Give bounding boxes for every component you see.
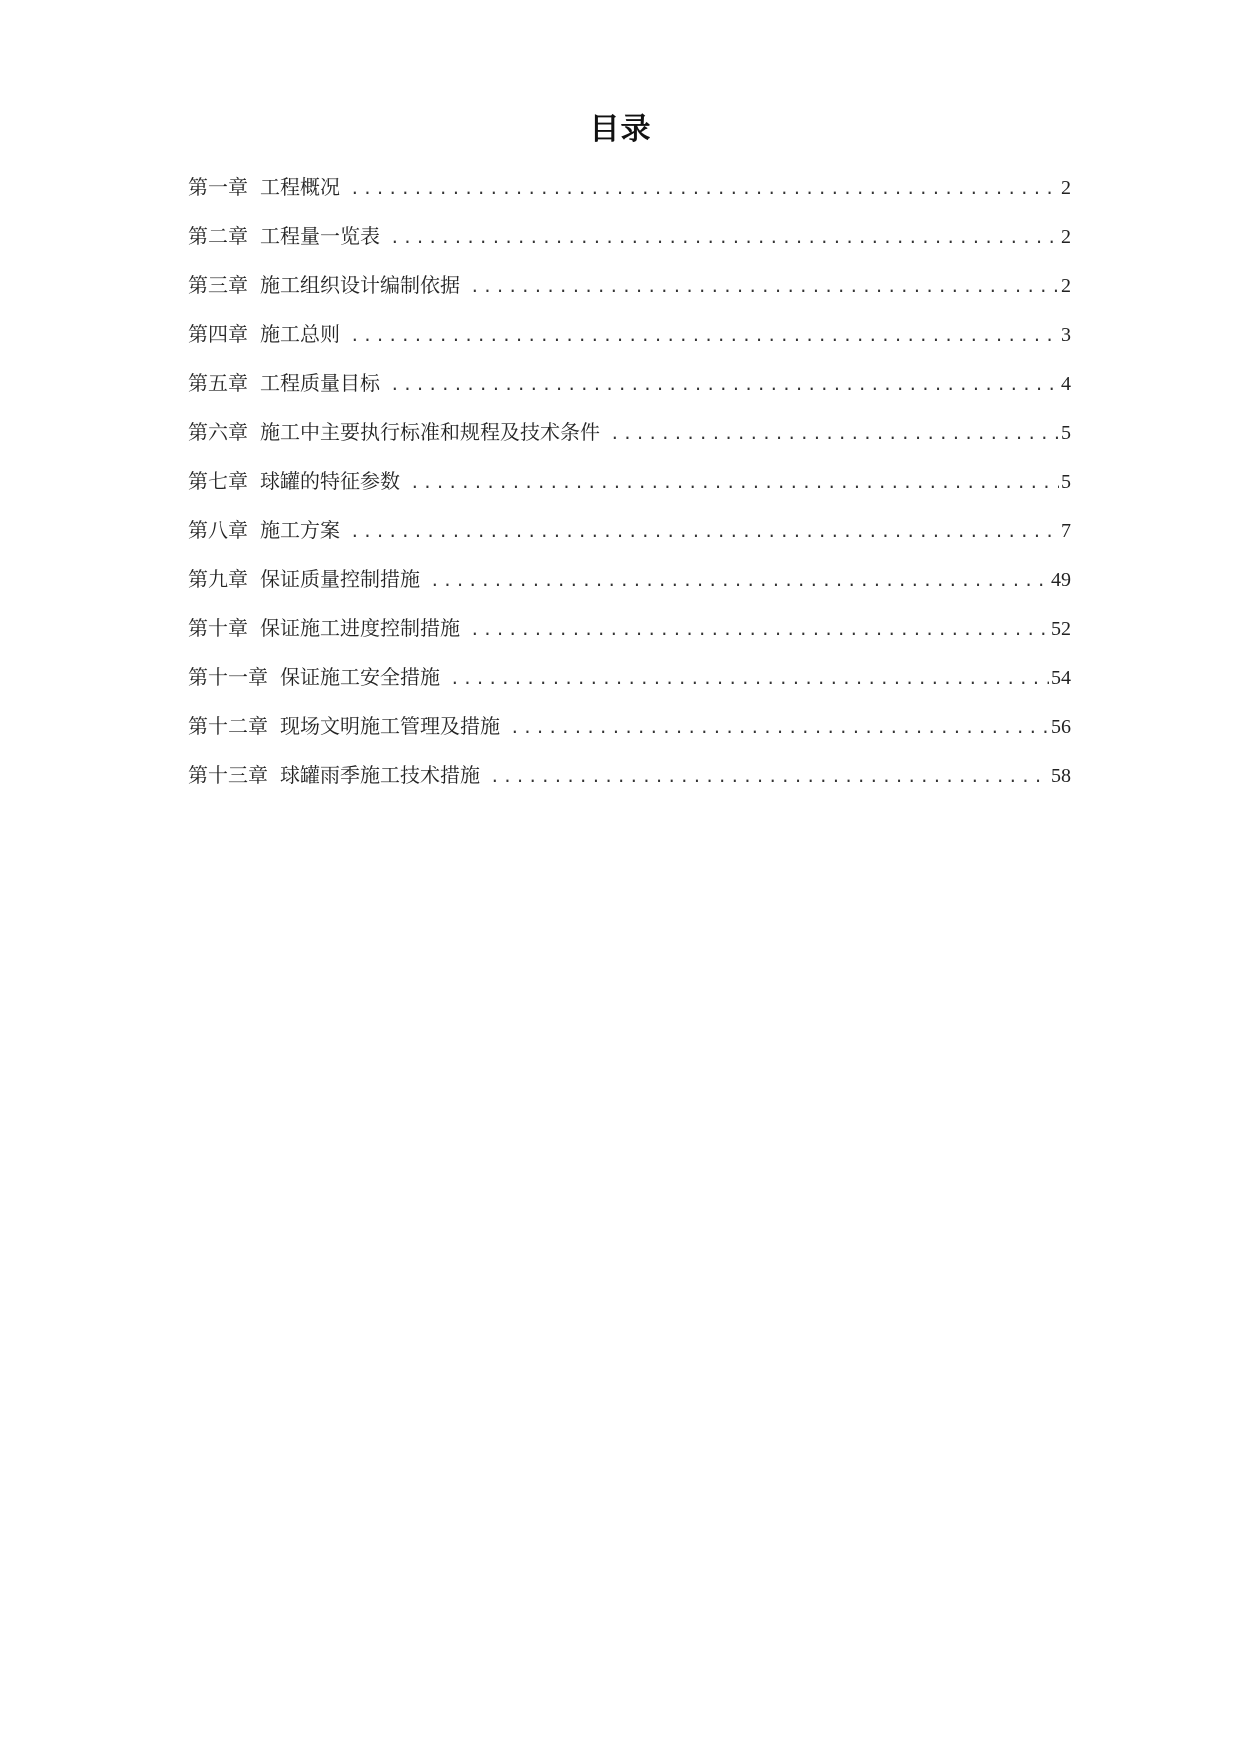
toc-entry[interactable] [188, 410, 1071, 459]
toc-chapter-heading: 施工组织设计编制依据 [260, 273, 460, 297]
toc-entry[interactable] [188, 459, 1071, 508]
toc-entry-label [188, 312, 340, 356]
toc-chapter-number: 第一章 [188, 175, 248, 199]
toc-page-number: 56 [1051, 716, 1071, 738]
toc-chapter-heading: 工程概况 [260, 175, 340, 199]
toc-entry-label [188, 606, 460, 650]
toc-page-number: 7 [1061, 520, 1071, 542]
toc-chapter-heading: 现场文明施工管理及措施 [280, 714, 500, 738]
toc-chapter-number: 第四章 [188, 322, 248, 346]
toc-chapter-heading: 工程质量目标 [260, 371, 380, 395]
toc-entry-label [188, 753, 480, 797]
toc-entry[interactable] [188, 655, 1071, 704]
toc-dot-leader [430, 559, 1049, 603]
toc-entry[interactable] [188, 557, 1071, 606]
toc-chapter-number: 第二章 [188, 224, 248, 248]
toc-page-number: 54 [1051, 667, 1071, 689]
toc-chapter-number: 第三章 [188, 273, 248, 297]
toc-chapter-heading: 工程量一览表 [260, 224, 380, 248]
toc-dot-leader [350, 314, 1059, 358]
toc-chapter-heading: 球罐的特征参数 [260, 469, 400, 493]
toc-entry[interactable] [188, 361, 1071, 410]
toc-entry-label [188, 459, 400, 503]
toc-chapter-heading: 保证施工安全措施 [280, 665, 440, 689]
toc-page-number: 2 [1061, 226, 1071, 248]
toc-chapter-number: 第十章 [188, 616, 248, 640]
toc-entry[interactable] [188, 312, 1071, 361]
toc-dot-leader [410, 461, 1059, 505]
toc-entry-label [188, 655, 440, 699]
toc-list [188, 165, 1071, 802]
toc-entry-label [188, 165, 340, 209]
toc-dot-leader [610, 412, 1059, 456]
toc-page-number: 5 [1061, 422, 1071, 444]
toc-chapter-heading: 施工中主要执行标准和规程及技术条件 [260, 420, 600, 444]
toc-dot-leader [350, 510, 1059, 554]
toc-entry[interactable] [188, 263, 1071, 312]
toc-entry-label [188, 704, 500, 748]
toc-entry[interactable] [188, 165, 1071, 214]
toc-chapter-number: 第九章 [188, 567, 248, 591]
toc-dot-leader [470, 608, 1049, 652]
toc-page-number: 52 [1051, 618, 1071, 640]
toc-entry-label [188, 410, 600, 454]
toc-page-number: 49 [1051, 569, 1071, 591]
toc-chapter-number: 第七章 [188, 469, 248, 493]
toc-page-number: 2 [1061, 177, 1071, 199]
toc-dot-leader [510, 706, 1049, 750]
toc-entry-label [188, 263, 460, 307]
toc-dot-leader [390, 363, 1059, 407]
toc-entry[interactable] [188, 508, 1071, 557]
toc-chapter-number: 第五章 [188, 371, 248, 395]
toc-chapter-number: 第十二章 [188, 714, 268, 738]
toc-dot-leader [490, 755, 1049, 799]
toc-chapter-number: 第十三章 [188, 763, 268, 787]
toc-page-number: 4 [1061, 373, 1071, 395]
toc-page-number: 2 [1061, 275, 1071, 297]
toc-dot-leader [390, 216, 1059, 260]
toc-entry-label [188, 361, 380, 405]
toc-entry[interactable] [188, 704, 1071, 753]
toc-chapter-heading: 保证施工进度控制措施 [260, 616, 460, 640]
toc-page-number: 3 [1061, 324, 1071, 346]
toc-entry[interactable] [188, 753, 1071, 802]
toc-chapter-heading: 保证质量控制措施 [260, 567, 420, 591]
toc-entry-label [188, 557, 420, 601]
toc-dot-leader [470, 265, 1059, 309]
toc-page-number: 5 [1061, 471, 1071, 493]
toc-chapter-number: 第六章 [188, 420, 248, 444]
toc-title: 目录 [589, 112, 652, 147]
toc-entry[interactable] [188, 214, 1071, 263]
toc-chapter-heading: 施工总则 [260, 322, 340, 346]
toc-entry[interactable] [188, 606, 1071, 655]
toc-page-number: 58 [1051, 765, 1071, 787]
toc-chapter-number: 第八章 [188, 518, 248, 542]
toc-chapter-heading: 施工方案 [260, 518, 340, 542]
toc-chapter-number: 第十一章 [188, 665, 268, 689]
toc-entry-label [188, 508, 340, 552]
toc-dot-leader [350, 167, 1059, 211]
toc-dot-leader [450, 657, 1049, 701]
toc-chapter-heading: 球罐雨季施工技术措施 [280, 763, 480, 787]
toc-entry-label [188, 214, 380, 258]
